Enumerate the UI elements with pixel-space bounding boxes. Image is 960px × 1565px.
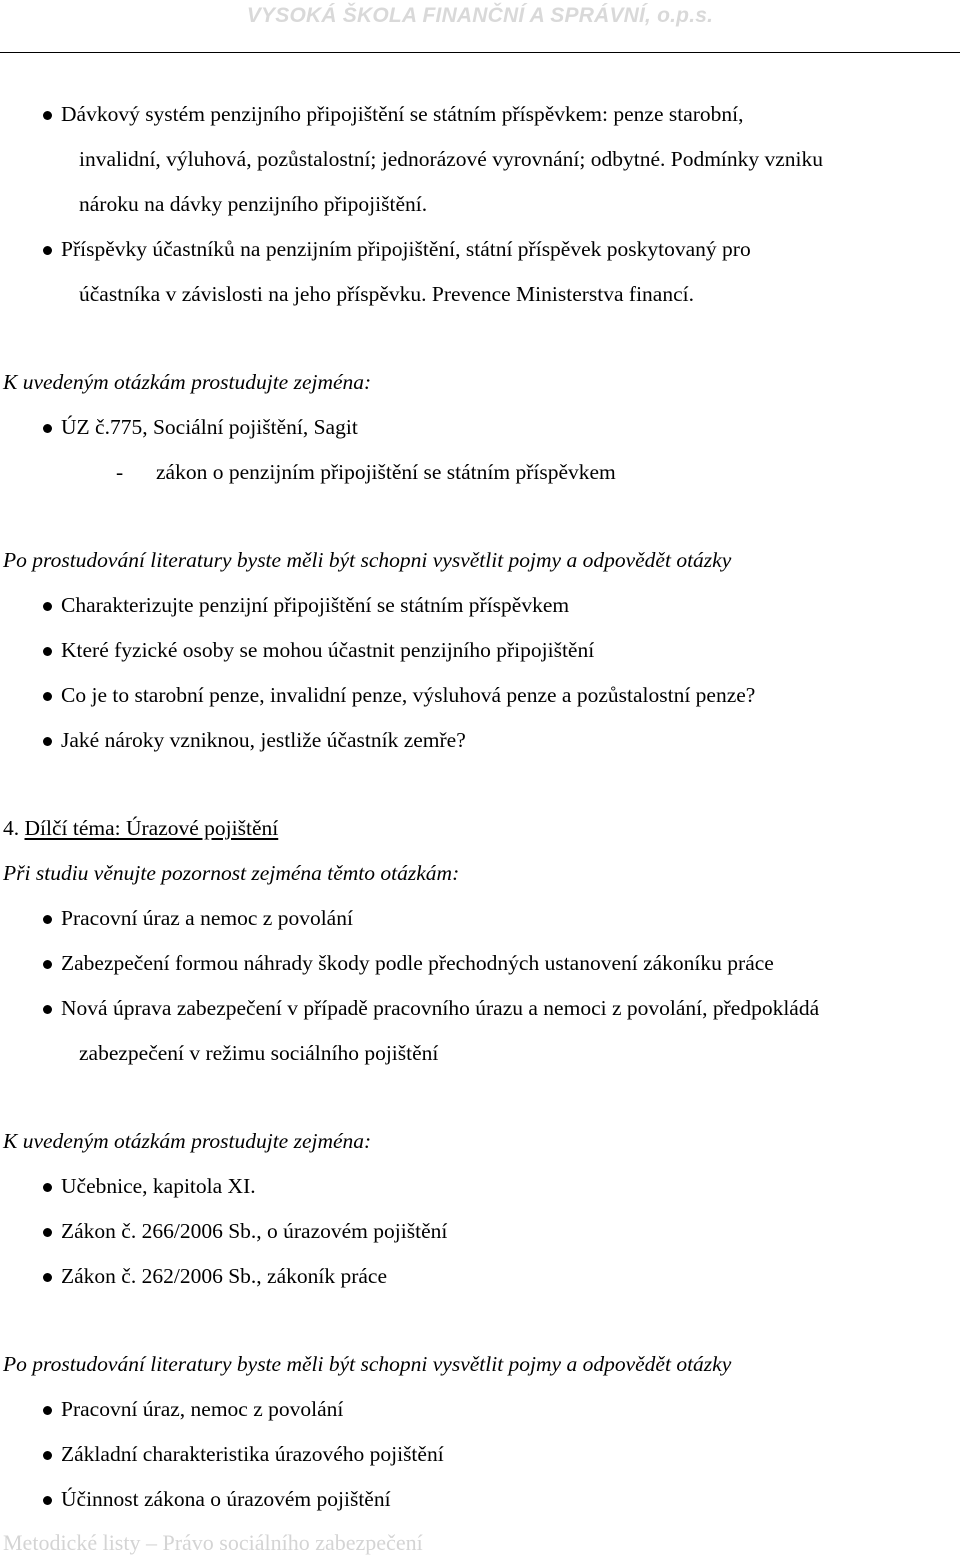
list-item-continuation: účastníka v závislosti na jeho příspěvku. Prevence Ministerstva financí.: [79, 282, 694, 306]
list-item-text: Zabezpečení formou náhrady škody podle přechodných ustanovení zákoníku práce: [61, 951, 774, 975]
list-item: [0, 896, 960, 941]
questions-heading: Po prostudování literatury byste měli být schopni vysvětlit pojmy a odpovědět otázky: [3, 548, 732, 572]
list-item-text: Nová úprava zabezpečení v případě pracovního úrazu a nemoci z povolání, předpokládá: [61, 996, 820, 1020]
list-item-text: Charakterizujte penzijní připojištění se státním příspěvkem: [61, 593, 570, 617]
list-item-text: Pracovní úraz, nemoc z povolání: [61, 1397, 344, 1421]
list-item: [0, 227, 960, 272]
list-item: [0, 718, 960, 763]
list-item-text: Základní charakteristika úrazového pojištění: [61, 1442, 444, 1466]
list-item: [0, 583, 960, 628]
focus-heading: Při studiu věnujte pozornost zejména těmto otázkám:: [3, 861, 460, 885]
dash-item-text: zákon o penzijním připojištění se státním příspěvkem: [156, 460, 616, 484]
list-item: [0, 941, 960, 986]
dash-item: - zákon o penzijním připojištění se státním příspěvkem: [116, 460, 616, 484]
document-body: [0, 92, 960, 1522]
list-item: [0, 1164, 960, 1209]
list-item-text: ÚZ č.775, Sociální pojištění, Sagit: [61, 415, 358, 439]
list-item-text: Pracovní úraz a nemoc z povolání: [61, 906, 353, 930]
list-item-text: Které fyzické osoby se mohou účastnit penzijního připojištění: [61, 638, 595, 662]
list-item-continuation: nároku na dávky penzijního připojištění.: [79, 192, 428, 216]
list-item-text: Zákon č. 266/2006 Sb., o úrazovém pojištění: [61, 1219, 448, 1243]
document-header: VYSOKÁ ŠKOLA FINANČNÍ A SPRÁVNÍ, o.p.s.: [246, 4, 714, 27]
list-item: [0, 1477, 960, 1522]
section-number: 4.: [3, 816, 20, 840]
header-divider: [0, 52, 960, 53]
section-heading: [0, 806, 960, 851]
list-item-text: Příspěvky účastníků na penzijním připojištění, státní příspěvek poskytovaný pro: [61, 237, 751, 261]
list-item-text: Účinnost zákona o úrazovém pojištění: [61, 1487, 391, 1511]
list-item-continuation: zabezpečení v režimu sociálního pojištění: [79, 1041, 439, 1065]
list-item: [0, 405, 960, 450]
document-footer: Metodické listy – Právo sociálního zabezpečení: [3, 1530, 423, 1555]
section-title: Dílčí téma: Úrazové pojištění: [24, 816, 279, 840]
list-item-text: Jaké nároky vzniknou, jestliže účastník zemře?: [61, 728, 466, 752]
study-heading: K uvedeným otázkám prostudujte zejména:: [3, 1129, 372, 1153]
questions-heading: Po prostudování literatury byste měli být schopni vysvětlit pojmy a odpovědět otázky: [3, 1352, 732, 1376]
list-item: [0, 628, 960, 673]
list-item-continuation: invalidní, výluhová, pozůstalostní; jednorázové vyrovnání; odbytné. Podmínky vzniku: [79, 147, 824, 171]
list-item: [0, 1432, 960, 1477]
list-item-text: Dávkový systém penzijního připojištění se státním příspěvkem: penze starobní,: [61, 102, 744, 126]
list-item: [0, 673, 960, 718]
study-heading: K uvedeným otázkám prostudujte zejména:: [3, 370, 372, 394]
list-item-text: Zákon č. 262/2006 Sb., zákoník práce: [61, 1264, 387, 1288]
list-item: [0, 986, 960, 1031]
list-item: [0, 1254, 960, 1299]
list-item: [0, 1387, 960, 1432]
list-item: [0, 1209, 960, 1254]
list-item-text: Učebnice, kapitola XI.: [61, 1174, 256, 1198]
list-item: [0, 92, 960, 137]
list-item-text: Co je to starobní penze, invalidní penze, výsluhová penze a pozůstalostní penze?: [61, 683, 756, 707]
